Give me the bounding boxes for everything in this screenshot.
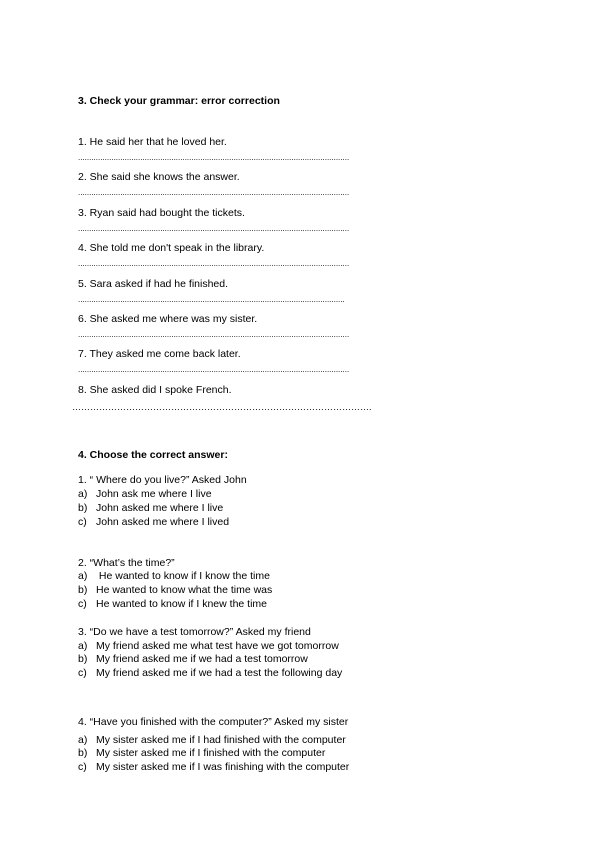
question-3-prompt: 3. “Do we have a test tomorrow?” Asked my friend: [78, 626, 311, 638]
question-1-option-a[interactable]: [78, 488, 212, 500]
question-2-option-c[interactable]: [78, 598, 267, 610]
question-4-option-c[interactable]: [78, 761, 349, 773]
option-text: John ask me where I live: [96, 488, 212, 500]
option-letter: a): [78, 570, 88, 582]
sentence-3: 3. Ryan said had bought the tickets.: [78, 207, 245, 219]
option-letter: c): [78, 598, 87, 610]
question-3-option-b[interactable]: [78, 653, 308, 665]
option-letter: b): [78, 502, 88, 514]
answer-line-7[interactable]: ..........................................................................................................................: [78, 365, 350, 374]
answer-line-6[interactable]: ..........................................................................................................................: [78, 330, 350, 339]
option-text: John asked me where I live: [96, 502, 224, 514]
option-letter: a): [78, 640, 88, 652]
sentence-7: 7. They asked me come back later.: [78, 348, 241, 360]
answer-line-5[interactable]: ........................................................................................................................: [78, 295, 345, 304]
option-letter: c): [78, 761, 87, 773]
question-3-option-c[interactable]: [78, 667, 342, 679]
option-text: My friend asked me what test have we got tomorrow: [96, 640, 339, 652]
option-text: My friend asked me if we had a test tomorrow: [96, 653, 308, 665]
answer-line-2[interactable]: ..........................................................................................................................: [78, 188, 350, 197]
sentence-2: 2. She said she knows the answer.: [78, 171, 240, 183]
option-letter: b): [78, 653, 88, 665]
option-text: My sister asked me if I was finishing with the computer: [96, 761, 350, 773]
question-4-option-b[interactable]: [78, 747, 325, 759]
sentence-1: 1. He said her that he loved her.: [78, 136, 227, 148]
option-letter: b): [78, 747, 88, 759]
question-2-prompt: 2. “What’s the time?”: [78, 557, 175, 569]
option-text: He wanted to know if I knew the time: [96, 598, 267, 610]
option-text: My friend asked me if we had a test the following day: [96, 667, 343, 679]
question-3-option-a[interactable]: [78, 640, 339, 652]
answer-line-8[interactable]: ……………………………………………………………………………………….: [72, 402, 372, 412]
sentence-5: 5. Sara asked if had he finished.: [78, 278, 229, 290]
question-1-option-c[interactable]: [78, 516, 229, 528]
option-text: My sister asked me if I finished with the computer: [96, 747, 326, 759]
question-4-prompt: 4. “Have you finished with the computer?” Asked my sister: [78, 716, 349, 728]
question-4-option-a[interactable]: [78, 734, 346, 746]
question-1-option-b[interactable]: [78, 502, 223, 514]
question-2-option-a[interactable]: [78, 570, 270, 582]
sentence-6: 6. She asked me where was my sister.: [78, 313, 258, 325]
option-text: He wanted to know what the time was: [96, 584, 273, 596]
answer-line-3[interactable]: ..........................................................................................................................: [78, 224, 350, 233]
option-letter: a): [78, 488, 88, 500]
option-text: He wanted to know if I know the time: [96, 570, 270, 582]
option-letter: a): [78, 734, 88, 746]
option-letter: b): [78, 584, 88, 596]
answer-line-1[interactable]: ..........................................................................................................................: [78, 153, 350, 162]
answer-line-4[interactable]: ..........................................................................................................................: [78, 259, 350, 268]
option-text: John asked me where I lived: [96, 516, 230, 528]
section4-title: 4. Choose the correct answer:: [78, 449, 228, 461]
question-2-option-b[interactable]: [78, 584, 272, 596]
option-letter: c): [78, 667, 87, 679]
question-1-prompt: 1. “ Where do you live?” Asked John: [78, 474, 247, 486]
option-text: My sister asked me if I had finished with the computer: [96, 734, 346, 746]
option-letter: c): [78, 516, 87, 528]
sentence-8: 8. She asked did I spoke French.: [78, 384, 232, 396]
sentence-4: 4. She told me don't speak in the library.: [78, 242, 265, 254]
section3-title: 3. Check your grammar: error correction: [78, 95, 280, 107]
